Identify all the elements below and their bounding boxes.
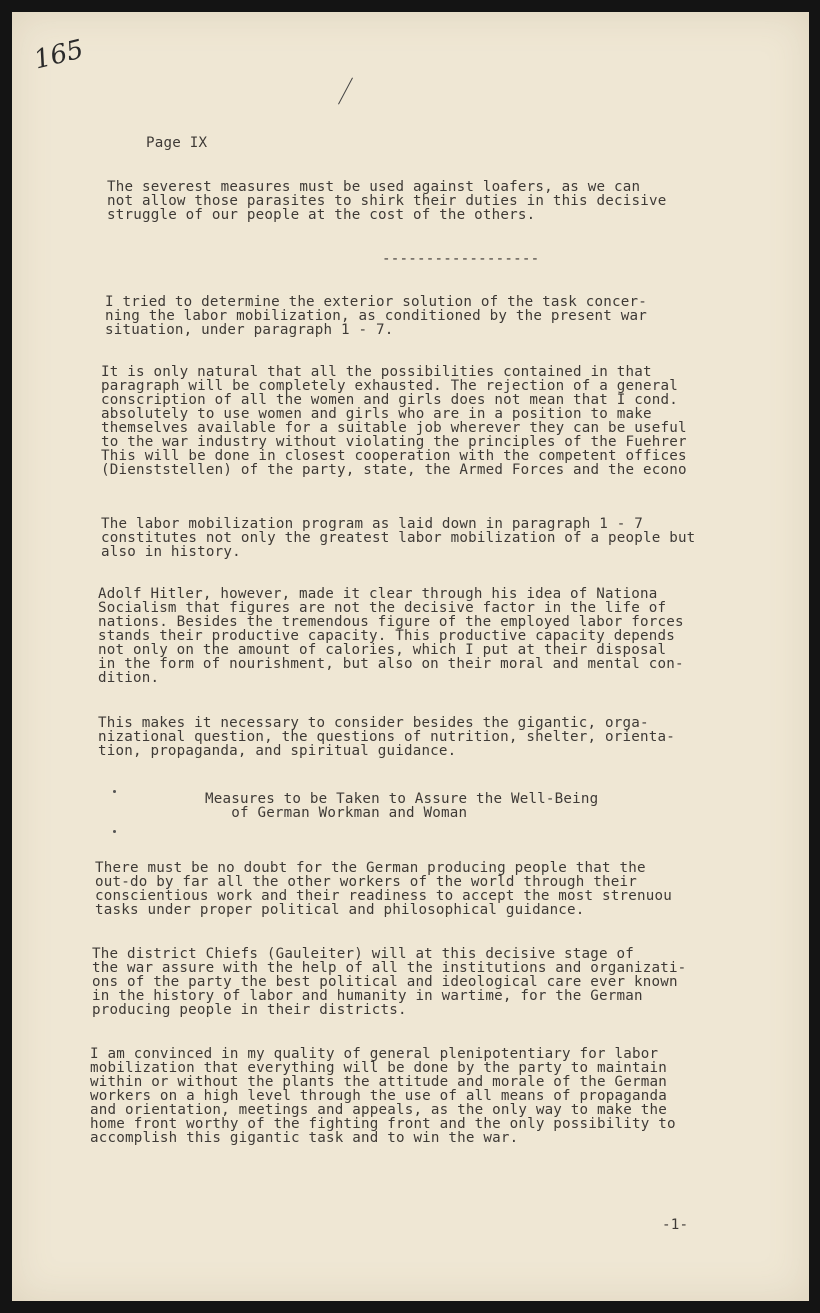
paragraph-exterior-solution: I tried to determine the exterior solution of the task concer- ning the labor mobilization, as conditioned by the present war situation, under paragraph 1 - 7. bbox=[105, 294, 647, 338]
paragraph-loafers: The severest measures must be used against loafers, as we can not allow those parasites to shirk their duties in this decisive struggle of our people at the cost of the others. bbox=[107, 179, 667, 223]
paragraph-hitler: Adolf Hitler, however, made it clear through his idea of Nationa Socialism that figures are not the decisive factor in the life of nations. Besides the tremendous figure of the employed labor forces stands their productive capacity. This productive capacity depends not only on the amount of calories, which I put at their disposal in the form of nourishment, but also on their moral and mental con- dition. bbox=[98, 586, 684, 686]
divider-line: ------------------ bbox=[382, 251, 540, 267]
page-label: Page IX bbox=[146, 135, 208, 151]
paragraph-program: The labor mobilization program as laid down in paragraph 1 - 7 constitutes not only the greatest labor mobilization of a people but also in history. bbox=[101, 516, 696, 560]
handwritten-page-number: 165 bbox=[31, 34, 87, 76]
document-page bbox=[12, 12, 809, 1301]
section-heading: Measures to be Taken to Assure the Well-Being of German Workman and Woman bbox=[205, 791, 599, 821]
margin-dot bbox=[113, 830, 116, 833]
paragraph-plenipotentiary: I am convinced in my quality of general plenipotentiary for labor mobilization that everything will be done by the party to maintain within or without the plants the attitude and morale of the German workers on a high level through the use of all means of propaganda and orientation, meetings and appeals, as the only way to make the home front worthy of the fighting front and the only possibility to accomplish this gigantic task and to win the war. bbox=[90, 1046, 676, 1146]
paragraph-organizational: This makes it necessary to consider besides the gigantic, orga- nizational question, the questions of nutrition, shelter, orienta- tion, propaganda, and spiritual guidance. bbox=[98, 715, 675, 759]
pen-mark bbox=[338, 78, 353, 105]
paragraph-gauleiter: The district Chiefs (Gauleiter) will at this decisive stage of the war assure with the help of all the institutions and organizati- ons of the party the best political and ideological care ever known in the history of labor and humanity in wartime, for the German producing people in their districts. bbox=[92, 946, 687, 1018]
paragraph-producing-people: There must be no doubt for the German producing people that the out-do by far all the other workers of the world through their conscientious work and their readiness to accept the most strenuou tasks under proper political and philosophical guidance. bbox=[95, 860, 672, 918]
margin-dot bbox=[113, 790, 116, 793]
paragraph-possibilities: It is only natural that all the possibilities contained in that paragraph will be completely exhausted. The rejection of a general conscription of all the women and girls does not mean that I cond. absolutely to use women and girls who are in a position to make themselves available for a suitable job wherever they can be useful to the war industry without violating the principles of the Fuehrer This will be done in closest cooperation with the competent offices (Dienststellen) of the party, state, the Armed Forces and the econo bbox=[101, 364, 687, 478]
page-number-footer: -1- bbox=[662, 1217, 689, 1233]
